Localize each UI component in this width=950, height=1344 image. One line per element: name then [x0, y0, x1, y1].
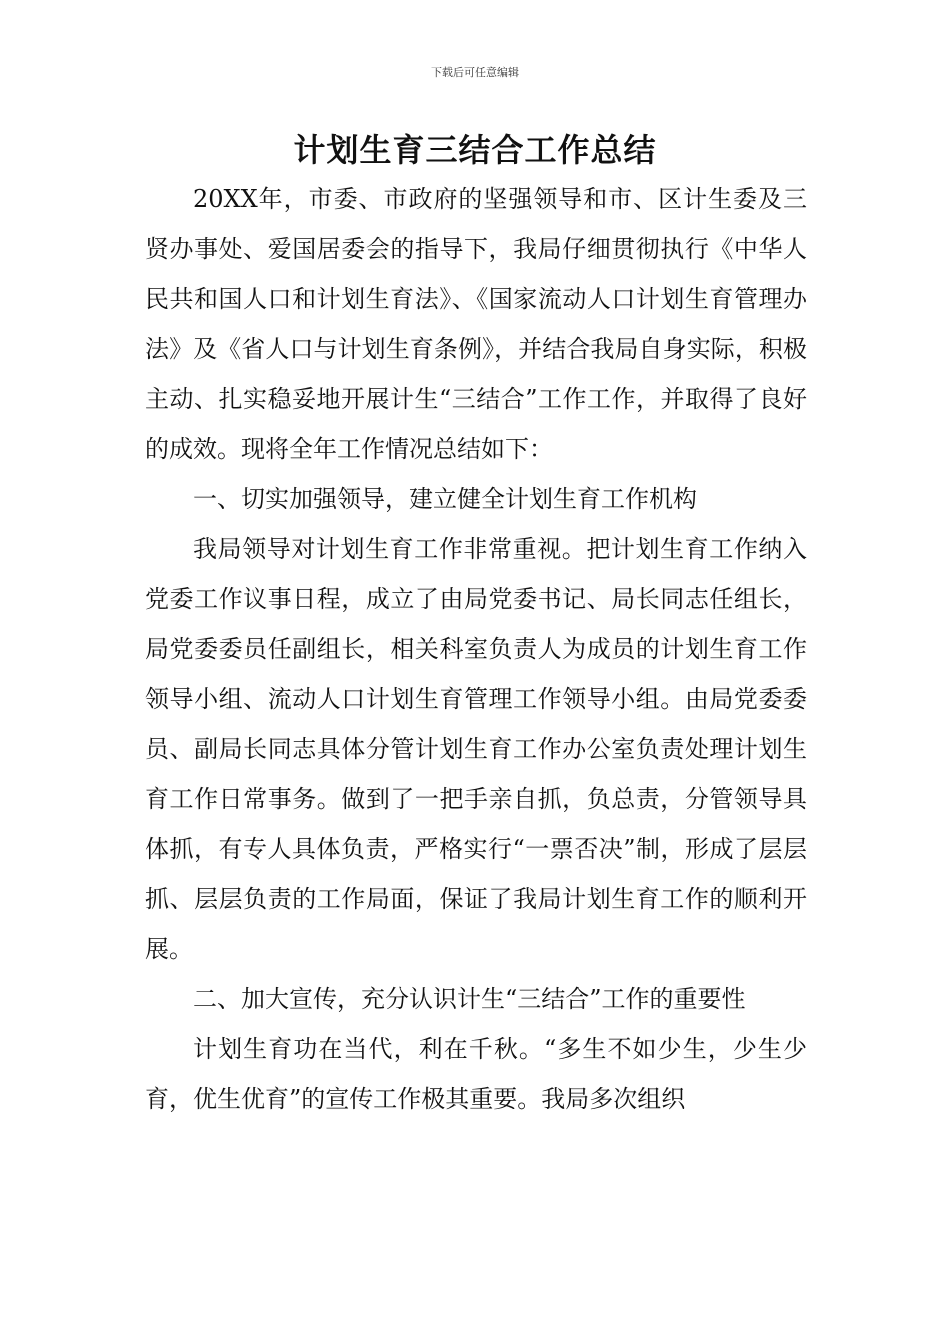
header-note: 下载后可任意编辑 — [431, 66, 519, 79]
section-1-paragraph: 我局领导对计划生育工作非常重视。把计划生育工作纳入党委工作议事日程，成立了由局党委书记、局长同志任组长，局党委委员任副组长，相关科室负责人为成员的计划生育工作领导小组、流动人口计划生育管理工作领导小组。由局党委委员、副局长同志具体分管计划生育工作办公室负责处理计划生育工作日常事务。做到了一把手亲自抓，负总责，分管领导具体抓，有专人具体负责，严格实行“一票否决”制，形成了层层抓、层层负责的工作局面，保证了我局计划生育工作的顺利开展。 — [145, 535, 807, 963]
section-heading-2: 二、加大宣传，充分认识计生“三结合”工作的重要性 — [193, 985, 746, 1013]
section-2-paragraph: 计划生育功在当代，利在千秋。“多生不如少生，少生少育，优生优育”的宣传工作极其重要。我局多次组织 — [145, 1035, 807, 1113]
document-body — [145, 174, 807, 1124]
section-heading-1: 一、切实加强领导，建立健全计划生育工作机构 — [193, 485, 697, 513]
document-title: 计划生育三结合工作总结 — [293, 131, 657, 169]
intro-paragraph: 20XX年，市委、市政府的坚强领导和市、区计生委及三贤办事处、爱国居委会的指导下，我局仔细贯彻执行《中华人民共和国人口和计划生育法》、《国家流动人口计划生育管理办法》及《省人口与计划生育条例》，并结合我局自身实际，积极主动、扎实稳妥地开展计生“三结合”工作工作，并取得了良好的成效。现将全年工作情况总结如下： — [145, 185, 807, 463]
